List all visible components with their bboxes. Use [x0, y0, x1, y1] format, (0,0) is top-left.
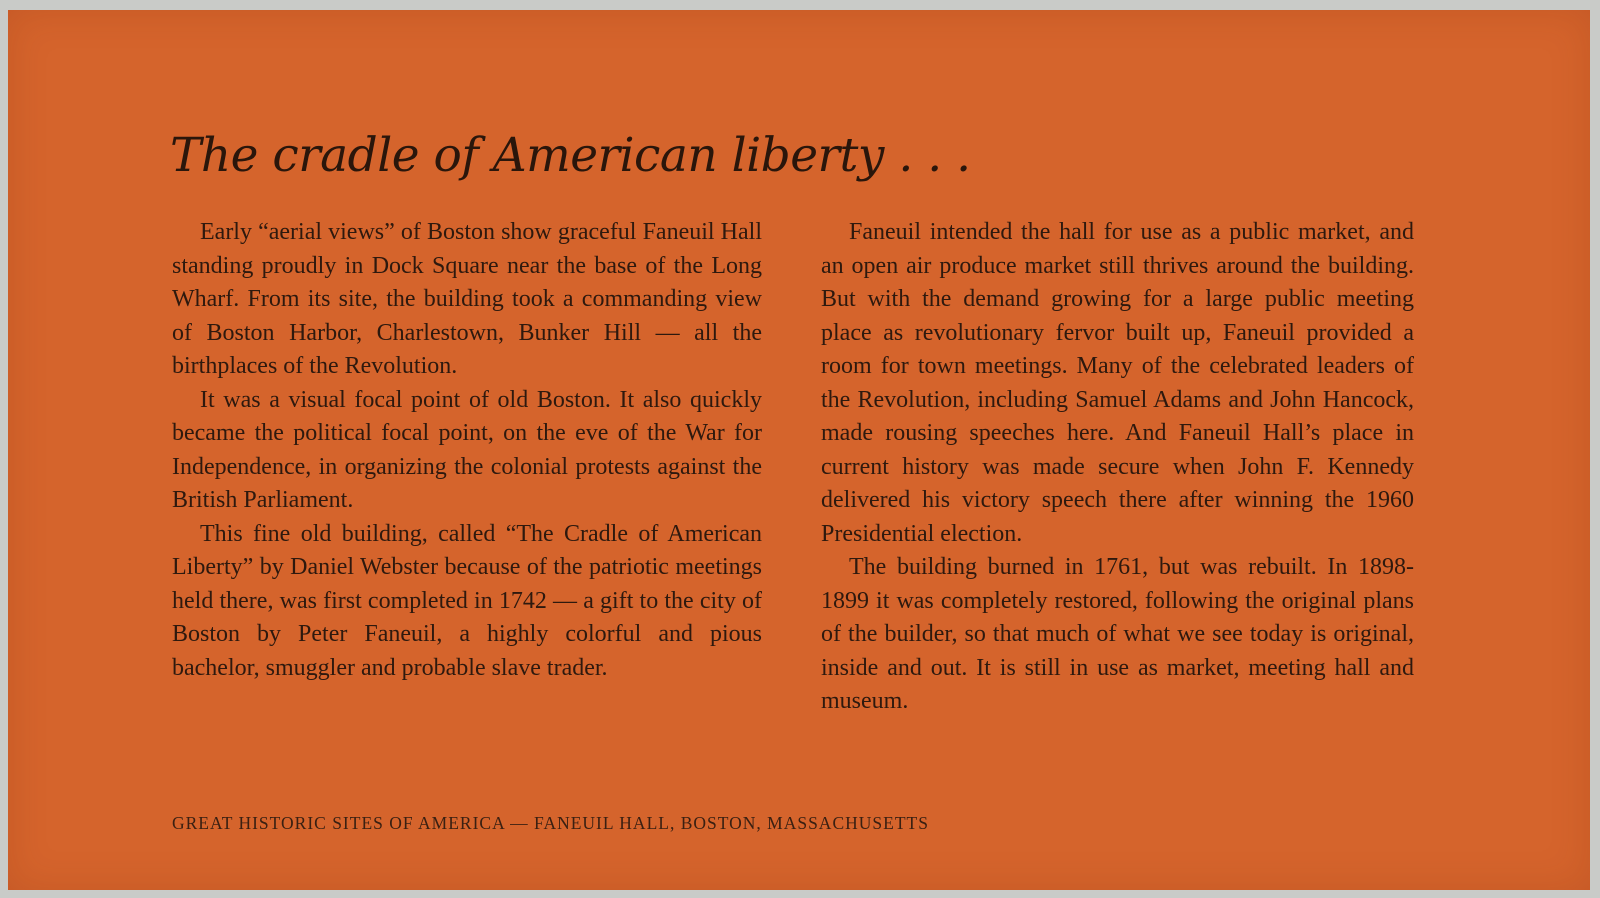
- paragraph-public-market: Faneuil intended the hall for use as a public market, and an open air produce market still thrives around the building. But with the demand growing for a large public meeting place as revolutionary fervor built up, Faneuil provided a room for town meetings. Many of the celebrated leaders of the Revolution, including Samuel Adams and John Hancock, made rousing speeches here. And Faneuil Hall’s place in current history was made secure when John F. Kennedy delivered his victory speech there after winning the 1960 Presidential election.: [821, 219, 1414, 547]
- left-text-column: [172, 216, 762, 685]
- info-card: [8, 10, 1590, 890]
- paragraph-focal-point: It was a visual focal point of old Boston. It also quickly became the political focal point, on the eve of the War for Independence, in organizing the colonial protests against the British Parliament.: [172, 386, 762, 513]
- footer-caption: GREAT HISTORIC SITES OF AMERICA — FANEUIL HALL, BOSTON, MASSACHUSETTS: [172, 813, 929, 833]
- paragraph-restoration: The building burned in 1761, but was rebuilt. In 1898-1899 it was completely restored, following the original plans of the builder, so that much of what we see today is original, inside and out. It is still in use as market, meeting hall and museum.: [821, 554, 1414, 714]
- paragraph-aerial-views: Early “aerial views” of Boston show graceful Faneuil Hall standing proudly in Dock Square near the base of the Long Wharf. From its site, the building took a commanding view of Boston Harbor, Charlestown, Bunker Hill — all the birthplaces of the Revolution.: [172, 219, 762, 379]
- paragraph-cradle-of-liberty: This fine old building, called “The Cradle of American Liberty” by Daniel Webster because of the patriotic meetings held there, was first completed in 1742 — a gift to the city of Boston by Peter Faneuil, a highly colorful and pious bachelor, smuggler and probable slave trader.: [172, 520, 762, 681]
- card-title: The cradle of American liberty . . .: [170, 128, 971, 183]
- right-text-column: [821, 216, 1414, 719]
